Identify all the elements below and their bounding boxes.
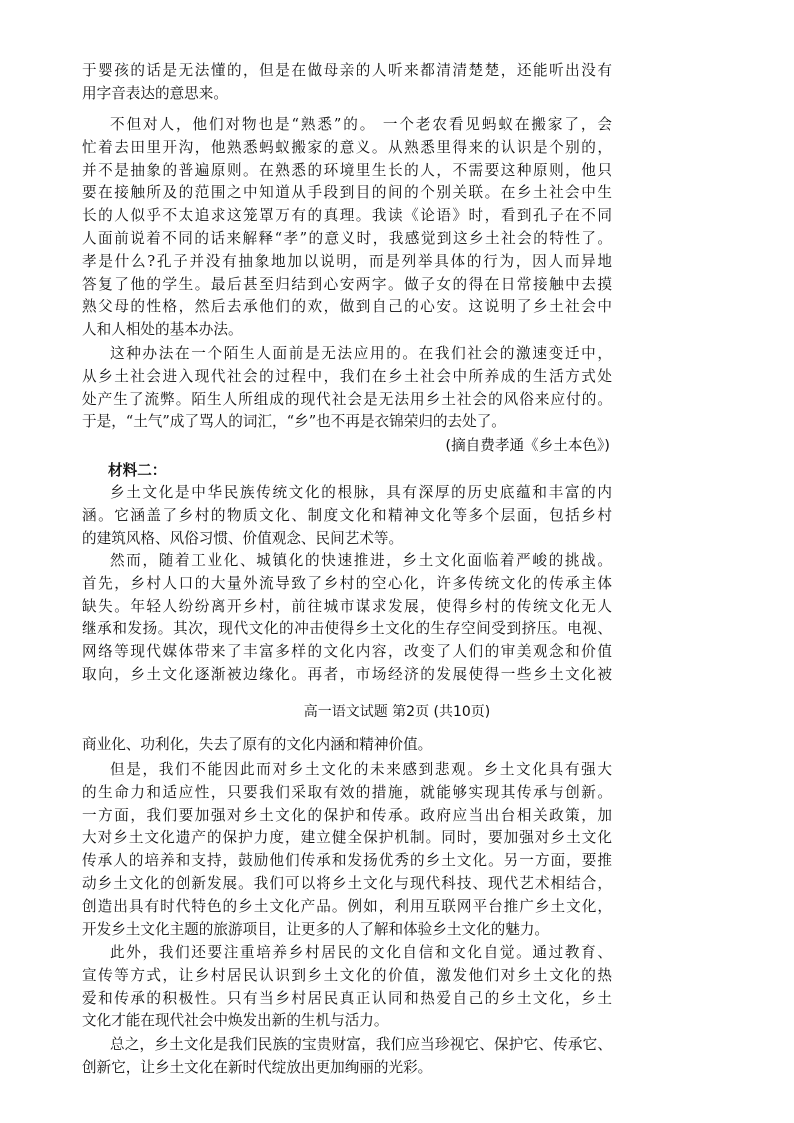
text-line: 并不是抽象的普遍原则。在熟悉的环境里生长的人，不需要这种原则，他只 xyxy=(82,161,612,179)
text-line: 但是，我们不能因此而对乡土文化的未来感到悲观。乡土文化具有强大 xyxy=(110,761,612,778)
text-line: 动乡土文化的创新发展。我们可以将乡土文化与现代科技、现代艺术相结合， xyxy=(82,874,612,892)
text-line: 开发乡土文化主题的旅游项目，让更多的人了解和体验乡土文化的魅力。 xyxy=(82,920,550,938)
text-line: 大对乡土文化遗产的保护力度，建立健全保护机制。同时，要加强对乡土文化 xyxy=(82,829,612,847)
text-line: 传承人的培养和支持，鼓励他们传承和发扬优秀的乡土文化。另一方面，要推 xyxy=(82,852,612,870)
page-footer: 高一语文试题 第2页 (共10页) xyxy=(303,704,491,720)
text-line: 熟父母的性格，然后去承他们的欢，做到自己的心安。这说明了乡土社会中 xyxy=(82,298,612,316)
paragraph-challenges xyxy=(82,550,612,687)
text-line: 取向，乡土文化逐渐被边缘化。再者，市场经济的发展使得一些乡土文化被 xyxy=(82,665,612,683)
text-line: 要在接触所及的范围之中知道从手段到目的间的个别关联。在乡土社会中生 xyxy=(82,184,612,202)
text-line: 创造出具有时代特色的乡土文化产品。例如，利用互联网平台推广乡土文化， xyxy=(82,897,612,915)
text-line: 于是，“土气”成了骂人的词汇，“乡”也不再是衣锦荣归的去处了。 xyxy=(82,413,506,431)
text-line: 忙着去田里开沟，他熟悉蚂蚁搬家的意义。从熟悉里得来的认识是个别的， xyxy=(82,138,612,156)
text-line: 于婴孩的话是无法懂的，但是在做母亲的人听来都清清楚楚，还能听出没有 xyxy=(82,62,612,79)
paragraph-continuation-2 xyxy=(82,734,612,757)
text-line: 乡土文化是中华民族传统文化的根脉，具有深厚的历史底蕴和丰富的内 xyxy=(110,484,612,501)
text-line: 处产生了流弊。陌生人所组成的现代社会是无法用乡土社会的风俗来应付的。 xyxy=(82,390,612,408)
text-line: 一方面，我们要加强对乡土文化的保护和传承。政府应当出台相关政策，加 xyxy=(82,806,612,824)
material-heading: 材料二： xyxy=(108,462,167,479)
text-line: 创新它，让乡土文化在新时代绽放出更加绚丽的光彩。 xyxy=(82,1058,433,1076)
text-line: 继承和发扬。其次，现代文化的冲击使得乡土文化的生存空间受到挤压。电视、 xyxy=(82,620,612,638)
paragraph-conclusion xyxy=(82,1034,612,1080)
text-line: 网络等现代媒体带来了丰富多样的文化内容，改变了人们的审美观念和价值 xyxy=(82,643,612,661)
text-line: 宣传等方式，让乡村居民认识到乡土文化的价值，激发他们对乡土文化的热 xyxy=(82,966,612,984)
text-line: 总之，乡土文化是我们民族的宝贵财富，我们应当珍视它、保护它、传承它、 xyxy=(110,1036,612,1053)
text-line: 不但对人，他们对物也是“熟悉”的。 一个老农看见蚂蚁在搬家了，会 xyxy=(110,116,612,133)
paragraph-rural-culture xyxy=(82,482,612,550)
text-line: 爱和传承的积极性。只有当乡村居民真正认同和热爱自己的乡土文化，乡土 xyxy=(82,989,612,1007)
text-line: 然而，随着工业化、城镇化的快速推进，乡土文化面临着严峻的挑战。 xyxy=(110,552,612,569)
text-line: 商业化、功利化，失去了原有的文化内涵和精神价值。 xyxy=(82,736,433,753)
text-line: 涵。它涵盖了乡村的物质文化、制度文化和精神文化等多个层面，包括乡村 xyxy=(82,506,612,524)
text-line: 长的人似乎不太追求这笼罩万有的真理。我读《论语》时，看到孔子在不同 xyxy=(82,207,612,225)
text-line: 的建筑风格、风俗习惯、价值观念、民间艺术等。 xyxy=(82,529,404,547)
text-line: 用字音表达的意思来。 xyxy=(82,84,228,102)
text-line: 此外，我们还要注重培养乡村居民的文化自信和文化自觉。通过教育、 xyxy=(110,944,612,961)
text-line: 从乡土社会进入现代社会的过程中，我们在乡土社会中所养成的生活方式处 xyxy=(82,367,612,385)
paragraph-strangers xyxy=(82,343,612,434)
text-line: 这种办法在一个陌生人面前是无法应用的。在我们社会的激速变迁中， xyxy=(110,345,612,362)
text-line: 首先，乡村人口的大量外流导致了乡村的空心化，许多传统文化的传承主体 xyxy=(82,574,612,592)
text-line: 文化才能在现代社会中焕发出新的生机与活力。 xyxy=(82,1012,389,1030)
source-citation: (摘自费孝通《乡土本色》) xyxy=(445,437,610,454)
paragraph-continuation xyxy=(82,60,612,106)
text-line: 的生命力和适应性，只要我们采取有效的措施，就能够实现其传承与创新。 xyxy=(82,783,612,801)
paragraph-familiarity xyxy=(82,114,612,342)
paragraph-confidence xyxy=(82,942,612,1033)
text-line: 答复了他的学生。最后甚至归结到心安两字。做子女的得在日常接触中去摸 xyxy=(82,275,612,293)
text-line: 孝是什么?孔子并没有抽象地加以说明，而是列举具体的行为，因人而异地 xyxy=(82,252,612,270)
text-line: 缺失。年轻人纷纷离开乡村，前往城市谋求发展，使得乡村的传统文化无人 xyxy=(82,597,612,615)
paragraph-optimism xyxy=(82,759,612,941)
text-line: 人和人相处的基本办法。 xyxy=(82,321,243,339)
text-line: 人面前说着不同的话来解释“孝”的意义时，我感觉到这乡土社会的特性了。 xyxy=(82,229,612,247)
